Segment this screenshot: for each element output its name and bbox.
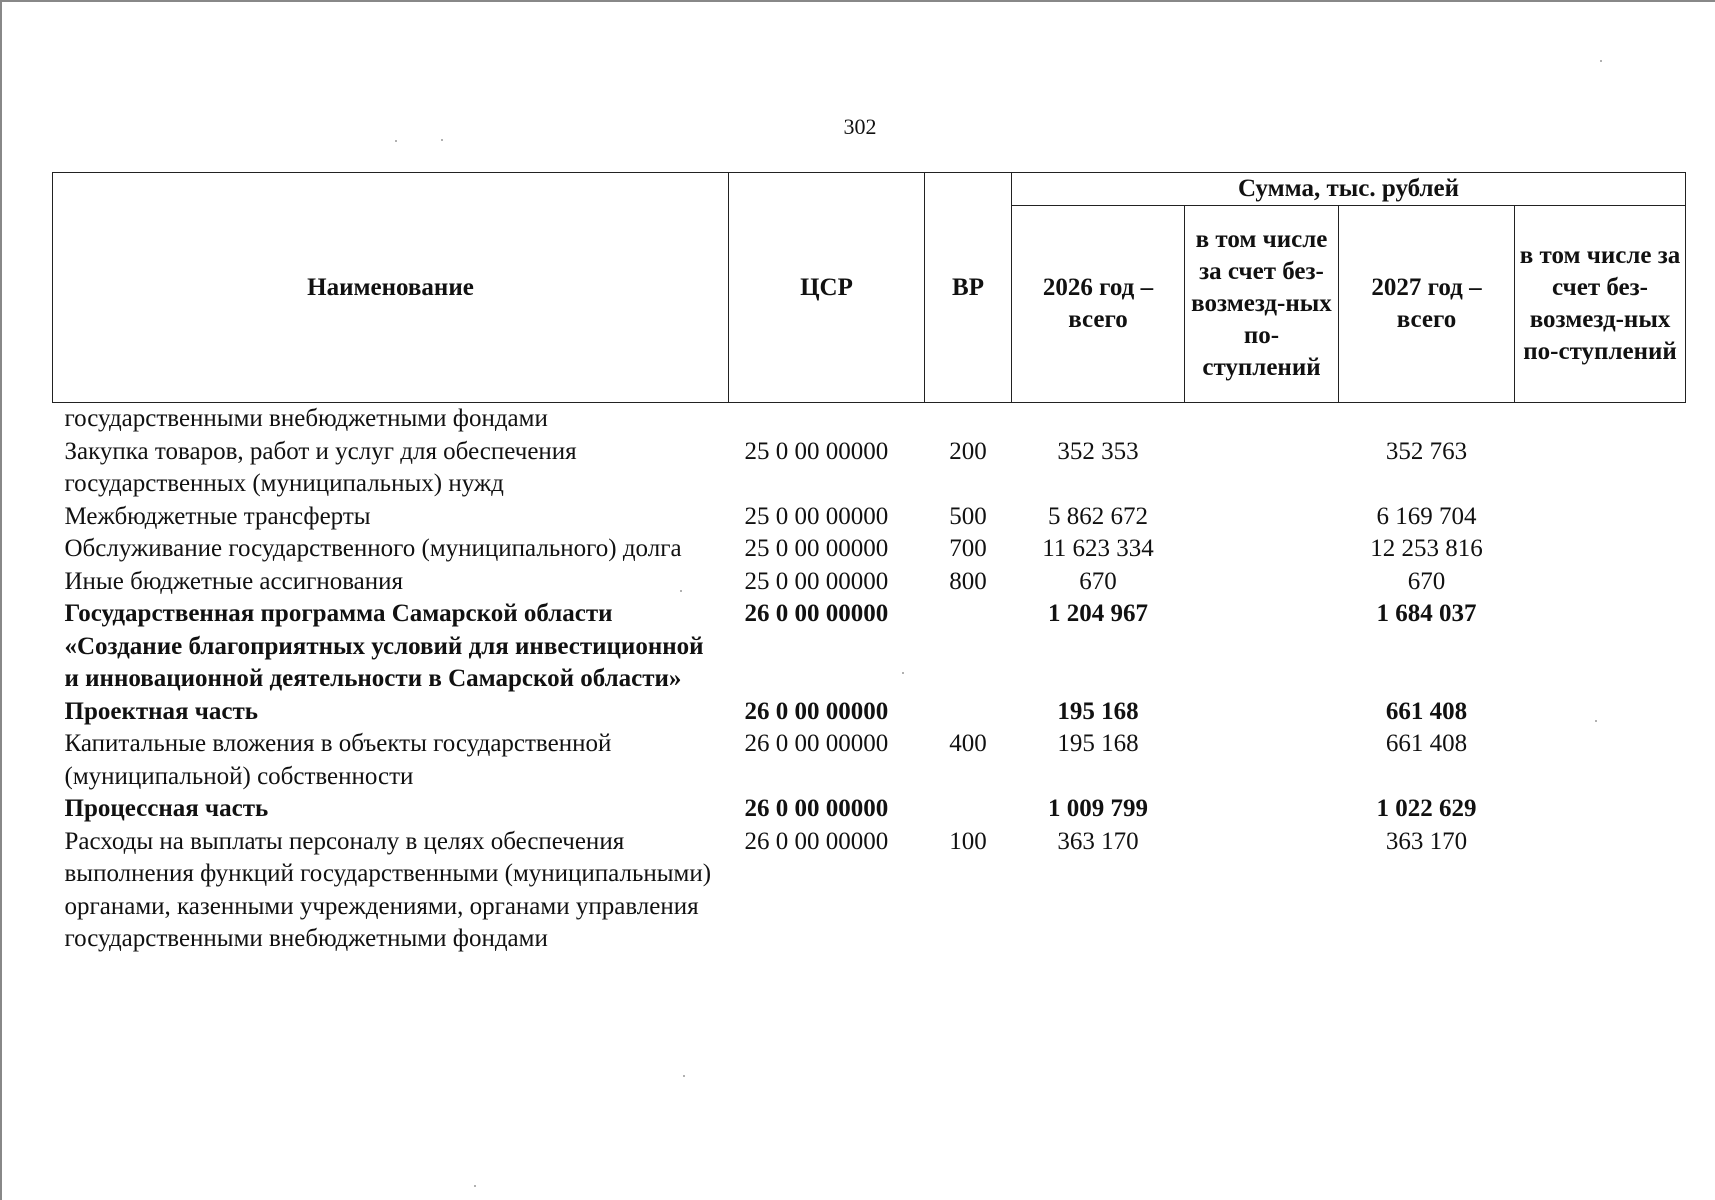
row-name: Проектная часть <box>64 697 259 725</box>
row-vr: 100 <box>949 827 987 855</box>
row-2026-total: 1 009 799 <box>1048 795 1148 822</box>
row-csr: 25 0 00 00000 <box>744 567 889 595</box>
page-number: 302 <box>843 114 877 139</box>
row-2026-free <box>1185 826 1339 956</box>
scan-speck <box>1595 720 1597 722</box>
row-name: Государственная программа Самарской области «Создание благоприятных условий для инвестиционной и инновационной деятельности в Самарской области» <box>64 600 704 692</box>
scan-speck <box>683 1075 685 1077</box>
row-2027-free <box>1515 826 1686 956</box>
row-2027-total: 363 170 <box>1385 827 1468 855</box>
row-csr: 26 0 00 00000 <box>744 600 889 627</box>
row-csr: 26 0 00 00000 <box>744 697 889 725</box>
row-2026-total: 195 168 <box>1057 697 1139 725</box>
table-row <box>53 566 1686 599</box>
row-2027-total: 6 169 704 <box>1376 502 1477 530</box>
row-2026-free <box>1185 728 1339 793</box>
row-name: Межбюджетные трансферты <box>64 502 371 530</box>
row-name: Расходы на выплаты персоналу в целях обеспечения выполнения функций государственными (муниципальными) органами, казенными учреждениями, органами управления государственными внебюджетными фондами <box>64 827 712 952</box>
table-body <box>53 403 1686 956</box>
row-2027-free <box>1515 436 1686 501</box>
row-2027-free <box>1515 793 1686 826</box>
row-vr <box>925 403 1012 436</box>
table-row <box>53 826 1686 956</box>
row-2027-total: 352 763 <box>1385 437 1468 465</box>
row-2027-total: 1 022 629 <box>1376 795 1477 822</box>
scan-speck <box>1600 60 1602 62</box>
row-2026-total: 1 204 967 <box>1048 600 1148 627</box>
row-2027-free <box>1515 403 1686 436</box>
row-vr: 200 <box>949 437 987 465</box>
table-header <box>53 173 1686 403</box>
header-csr: ЦСР <box>729 173 925 403</box>
header-2027-free: в том числе за счет без-возмезд-ных по-ступлений <box>1515 206 1686 403</box>
row-vr: 700 <box>949 535 987 562</box>
header-2027-total: 2027 год – всего <box>1339 206 1515 403</box>
row-csr: 25 0 00 00000 <box>744 502 889 530</box>
row-2026-total: 5 862 672 <box>1048 502 1148 530</box>
row-2026-total: 363 170 <box>1057 827 1139 855</box>
row-csr: 26 0 00 00000 <box>744 827 889 855</box>
row-2027-free <box>1515 696 1686 729</box>
row-2026-total: 352 353 <box>1057 437 1139 465</box>
header-name: Наименование <box>53 173 729 403</box>
header-sum-group: Сумма, тыс. рублей <box>1012 173 1686 206</box>
page-edge-left <box>0 0 2 1200</box>
row-2027-free <box>1515 566 1686 599</box>
row-csr <box>729 403 925 436</box>
row-2027-free <box>1515 533 1686 566</box>
row-2027-total: 670 <box>1407 567 1446 595</box>
row-2027-total: 661 408 <box>1385 697 1468 725</box>
row-name: Обслуживание государственного (муниципального) долга <box>64 535 682 562</box>
header-2026-total: 2026 год – всего <box>1012 206 1185 403</box>
row-name: государственными внебюджетными фондами <box>64 405 548 432</box>
row-2027-total <box>1339 403 1515 436</box>
header-vr: ВР <box>925 173 1012 403</box>
row-name: Капитальные вложения в объекты государственной (муниципальной) собственности <box>64 730 612 790</box>
scan-speck <box>680 590 682 592</box>
table-row <box>53 793 1686 826</box>
scan-speck <box>474 1185 476 1187</box>
scan-speck <box>441 139 443 141</box>
table-row <box>53 728 1686 793</box>
row-2026-total: 195 168 <box>1057 730 1139 757</box>
budget-table <box>52 172 1686 956</box>
row-2026-total: 670 <box>1079 567 1117 595</box>
row-2026-free <box>1185 793 1339 826</box>
row-name: Процессная часть <box>64 795 269 822</box>
row-vr <box>925 696 1012 729</box>
row-2026-total <box>1012 403 1185 436</box>
scan-speck <box>395 140 397 142</box>
row-2026-free <box>1185 501 1339 534</box>
page-edge-top <box>0 0 1715 2</box>
row-2027-free <box>1515 501 1686 534</box>
row-2027-free <box>1515 598 1686 696</box>
row-2027-total: 12 253 816 <box>1370 535 1483 562</box>
row-vr: 800 <box>949 567 987 595</box>
table-row <box>53 403 1686 436</box>
table-row <box>53 696 1686 729</box>
row-vr <box>925 793 1012 826</box>
row-2026-free <box>1185 533 1339 566</box>
table-row <box>53 598 1686 696</box>
row-csr: 25 0 00 00000 <box>744 437 889 465</box>
row-2026-free <box>1185 696 1339 729</box>
row-2027-total: 1 684 037 <box>1376 600 1477 627</box>
row-csr: 26 0 00 00000 <box>744 730 889 757</box>
row-name: Иные бюджетные ассигнования <box>64 567 404 595</box>
scan-speck <box>902 672 904 674</box>
row-2026-total: 11 623 334 <box>1042 535 1154 562</box>
row-2026-free <box>1185 566 1339 599</box>
row-vr <box>925 598 1012 696</box>
row-2026-free <box>1185 436 1339 501</box>
table-row <box>53 436 1686 501</box>
row-2027-free <box>1515 728 1686 793</box>
row-vr: 500 <box>949 502 987 530</box>
row-name: Закупка товаров, работ и услуг для обеспечения государственных (муниципальных) нужд <box>64 437 577 497</box>
row-2027-total: 661 408 <box>1385 730 1468 757</box>
row-csr: 25 0 00 00000 <box>744 535 889 562</box>
row-vr: 400 <box>949 730 987 757</box>
header-2026-free: в том числе за счет без-возмезд-ных по-ступлений <box>1185 206 1339 403</box>
row-2026-free <box>1185 403 1339 436</box>
row-2026-free <box>1185 598 1339 696</box>
table-row <box>53 533 1686 566</box>
row-csr: 26 0 00 00000 <box>744 795 889 822</box>
table-row <box>53 501 1686 534</box>
